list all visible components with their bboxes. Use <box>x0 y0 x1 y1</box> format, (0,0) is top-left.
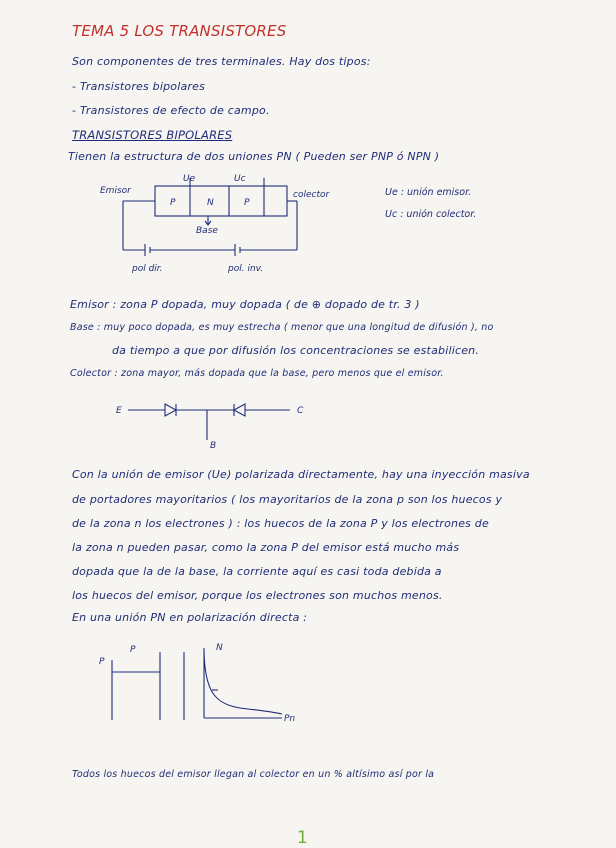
paragraph-line-3: de la zona n los electrones ) : los huecos de la zona P y los electrones de <box>72 517 489 530</box>
p-region-2: P <box>244 198 250 208</box>
conc-p-top: P <box>130 645 136 655</box>
uc-label: Uc <box>234 174 246 184</box>
page-number: 1 <box>297 828 309 848</box>
pol-dir-label: pol dir. <box>132 264 163 274</box>
intro-item-bipolar: - Transistores bipolares <box>72 80 206 93</box>
concentration-diagram <box>112 648 282 720</box>
bottom-line: Todos los huecos del emisor llegan al colector en un % altísimo así por la <box>72 769 435 780</box>
pol-inv-label: pol. inv. <box>228 264 264 274</box>
structure-line: Tienen la estructura de dos uniones PN ( Pueden ser PNP ó NPN ) <box>68 150 440 163</box>
conc-p-left: P <box>99 657 105 667</box>
paragraph-line-2: de portadores mayoritarios ( los mayoritarios de la zona p son los huecos y <box>72 493 503 506</box>
intro-item-fet: - Transistores de efecto de campo. <box>72 104 270 117</box>
emisor-label: Emisor <box>100 186 131 196</box>
desc-base-1: Base : muy poco dopada, es muy estrecha ( menor que una longitud de difusión ), no <box>70 322 494 333</box>
desc-colector: Colector : zona mayor, más dopada que la base, pero menos que el emisor. <box>70 368 444 379</box>
p-region-1: P <box>170 198 176 208</box>
diode-e-label: E <box>116 406 122 416</box>
colector-label: colector <box>293 190 330 200</box>
section-heading: TRANSISTORES BIPOLARES <box>72 128 233 142</box>
note-ue: Ue : unión emisor. <box>385 187 472 198</box>
note-uc: Uc : unión colector. <box>385 209 477 220</box>
ue-label: Ue <box>183 174 196 184</box>
desc-emisor: Emisor : zona P dopada, muy dopada ( de ⊕ dopado de tr. 3 ) <box>70 298 420 311</box>
diode-b-label: B <box>210 441 217 451</box>
diode-equivalent-diagram <box>128 404 290 440</box>
paragraph-line-6: los huecos del emisor, porque los electrones son muchos menos. <box>72 589 443 602</box>
junction-line: En una unión PN en polarización directa : <box>72 611 308 624</box>
paragraph-line-4: la zona n pueden pasar, como la zona P del emisor está mucho más <box>72 541 460 554</box>
intro-line: Son componentes de tres terminales. Hay dos tipos: <box>72 55 371 68</box>
diode-c-label: C <box>297 406 304 416</box>
conc-n-top: N <box>216 643 223 653</box>
page-title: TEMA 5 LOS TRANSISTORES <box>72 22 287 40</box>
n-region: N <box>207 198 214 208</box>
desc-base-2: da tiempo a que por difusión los concentraciones se estabilicen. <box>112 344 480 357</box>
paragraph-line-5: dopada que la de la base, la corriente aquí es casi toda debida a <box>72 565 442 578</box>
conc-axis-label: Pn <box>284 714 296 724</box>
paragraph-line-1: Con la unión de emisor (Ue) polarizada directamente, hay una inyección masiva <box>72 468 530 481</box>
base-label: Base <box>196 226 218 236</box>
